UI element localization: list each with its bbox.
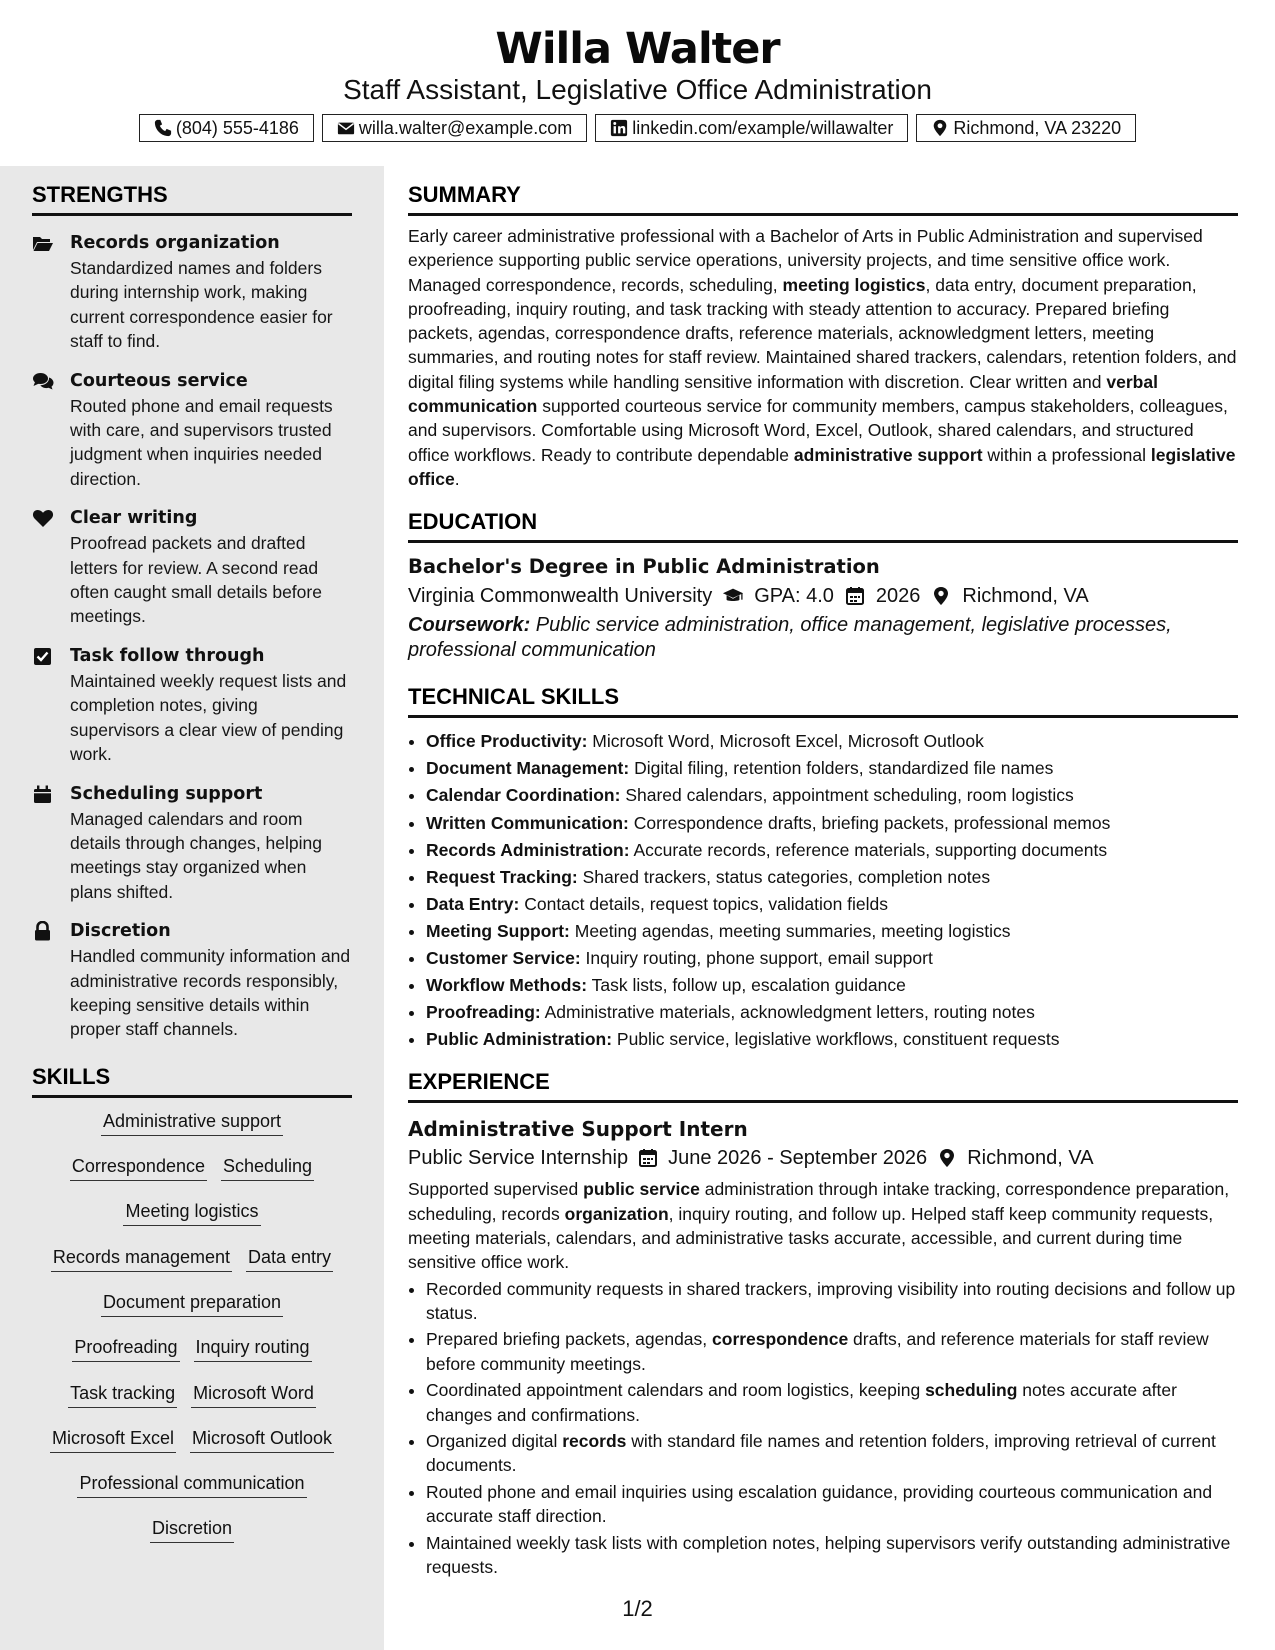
skill-category: Document Management: <box>426 758 630 779</box>
strength-item <box>32 643 352 767</box>
text-run: Maintained weekly task lists with completion notes, helping supervisors verify outstanding administrative requests. <box>426 1532 1231 1578</box>
text-run: , data entry, document preparation, proofreading, inquiry routing, and task tracking with steady attention to accuracy. Prepared briefing packets, agendas, correspondence drafts, reference materials, acknowledgment letters, meeting summaries, and routing notes for staff review. Maintained shared trackers, calendars, retention folders, and digital filing systems while handling sensitive information with discretion. Clear written and <box>408 274 1237 392</box>
calendar-icon <box>32 784 54 804</box>
emphasized-text: records <box>562 1431 627 1452</box>
text-run: notes accurate after changes and confirmations. <box>426 1380 1177 1425</box>
job-bullet <box>426 1429 1238 1478</box>
job-location: Richmond, VA <box>967 1147 1094 1170</box>
contact-bar <box>0 114 1275 142</box>
phone-icon <box>154 119 172 137</box>
contact-text: (804) 555-4186 <box>175 117 299 138</box>
degree-title: Bachelor's Degree in Public Administration <box>408 555 880 579</box>
strength-title: Task follow through <box>70 645 265 666</box>
job-bullet <box>426 1277 1238 1326</box>
skill-tag: Microsoft Excel <box>50 1427 176 1453</box>
strength-item <box>32 505 352 629</box>
coursework-list: Public service administration, office management, legislative processes, professional communication <box>408 614 1172 661</box>
summary-text <box>408 224 1238 491</box>
skill-row <box>32 1155 352 1200</box>
contact-item[interactable] <box>139 114 314 142</box>
job-dates: June 2026 - September 2026 <box>668 1147 928 1170</box>
calendar-icon <box>638 1148 658 1168</box>
skill-tag: Inquiry routing <box>194 1336 312 1362</box>
strength-title: Courteous service <box>70 370 248 391</box>
skill-tag: Discretion <box>150 1517 234 1543</box>
experience-heading: EXPERIENCE <box>408 1069 1238 1103</box>
text-run: Recorded community requests in shared trackers, improving visibility into routing decisions and follow up status. <box>426 1278 1236 1323</box>
text-run: Organized digital <box>426 1431 563 1452</box>
text-run: Early career administrative professional with a Bachelor of Arts in Public Administration and supervised experience supporting public service operations, university projects, and time sensitive office work. Managed correspondence, records, scheduling, <box>408 226 1203 295</box>
skill-category: Calendar Coordination: <box>426 785 621 806</box>
technical-skill-item <box>426 918 1238 945</box>
job-title: Administrative Support Intern <box>408 1117 748 1142</box>
skill-values: Meeting agendas, meeting summaries, meeting logistics <box>569 920 1011 941</box>
technical-skill-item <box>426 891 1238 918</box>
strength-description: Routed phone and email requests with care, and supervisors trusted judgment when inquiries needed direction. <box>70 395 333 489</box>
candidate-role: Staff Assistant, Legislative Office Administration <box>343 74 932 105</box>
skill-values: Public service, legislative workflows, constituent requests <box>612 1029 1060 1050</box>
strength-description: Standardized names and folders during internship work, making current correspondence easier for staff to find. <box>70 258 333 352</box>
technical-skill-item <box>426 972 1238 999</box>
education-heading: EDUCATION <box>408 509 1238 543</box>
skill-tag: Microsoft Outlook <box>190 1427 334 1453</box>
contact-text: willa.walter@example.com <box>358 117 573 138</box>
skill-category: Written Communication: <box>426 812 629 833</box>
contact-item[interactable] <box>916 114 1136 142</box>
strength-title: Discretion <box>70 921 171 942</box>
emphasized-text: organization <box>564 1203 669 1224</box>
skill-tag: Scheduling <box>221 1155 314 1181</box>
technical-skill-item <box>426 999 1238 1026</box>
text-run: supported courteous service for community members, campus stakeholders, colleagues, and supervisors. Comfortable using Microsoft Word, Excel, Outlook, shared calendars, and structured office workflows. Ready to contribute dependable <box>408 396 1228 465</box>
skill-row <box>32 1291 352 1336</box>
text-run: with standard file names and retention folders, improving retrieval of current documents. <box>426 1431 1216 1476</box>
job-bullet <box>426 1480 1238 1529</box>
skill-category: Customer Service: <box>426 948 581 969</box>
contact-item[interactable] <box>595 114 908 142</box>
strength-item <box>32 918 352 1042</box>
map-pin-icon <box>930 586 952 606</box>
skill-row <box>32 1336 352 1381</box>
check-square-icon <box>32 646 54 666</box>
text-run: drafts, and reference materials for staff review before community meetings. <box>426 1329 1209 1374</box>
strength-description: Proofread packets and drafted letters for review. A second read often caught small details before meetings. <box>70 533 322 627</box>
contact-item[interactable] <box>322 114 587 142</box>
envelope-icon <box>337 119 355 137</box>
technical-skill-item <box>426 810 1238 837</box>
folder-open-icon <box>32 233 54 253</box>
strength-title: Scheduling support <box>70 783 263 804</box>
education-details <box>408 581 1238 611</box>
job-bullet <box>426 1327 1238 1376</box>
graduation-cap-icon <box>722 586 744 606</box>
map-pin-icon <box>937 1148 957 1168</box>
employer: Public Service Internship <box>408 1147 629 1170</box>
strength-item <box>32 230 352 354</box>
skill-tag: Professional communication <box>77 1472 306 1498</box>
skill-values: Accurate records, reference materials, supporting documents <box>629 839 1108 860</box>
coursework <box>408 613 1238 662</box>
skill-tag: Microsoft Word <box>191 1382 316 1408</box>
school-name: Virginia Commonwealth University <box>408 585 713 608</box>
graduation-year: 2026 <box>875 585 921 608</box>
main-column <box>408 166 1238 1581</box>
skill-values: Shared calendars, appointment scheduling, room logistics <box>620 785 1074 806</box>
map-pin-icon <box>931 119 949 137</box>
strength-item <box>32 781 352 905</box>
skill-tag: Document preparation <box>101 1291 283 1317</box>
technical-skill-item <box>426 945 1238 972</box>
strengths-list <box>32 230 352 1042</box>
resume-header <box>0 0 1275 166</box>
technical-skills-list <box>408 728 1238 1053</box>
text-run: Coordinated appointment calendars and room logistics, keeping <box>426 1380 926 1401</box>
text-run: Supported supervised <box>408 1179 584 1200</box>
calendar-icon <box>844 586 866 606</box>
text-run: Routed phone and email inquiries using escalation guidance, providing courteous communication and accurate staff direction. <box>426 1481 1213 1527</box>
text-run: within a professional <box>982 444 1151 465</box>
skill-tag: Administrative support <box>101 1110 283 1136</box>
skill-category: Records Administration: <box>426 839 630 860</box>
school-location: Richmond, VA <box>962 585 1089 608</box>
skill-tag: Meeting logistics <box>123 1200 260 1226</box>
page-number: 1/2 <box>622 1596 653 1621</box>
sidebar <box>0 166 384 1650</box>
skill-row <box>32 1472 352 1517</box>
lock-icon <box>32 921 54 941</box>
job-bullet <box>426 1531 1238 1580</box>
technical-skill-item <box>426 755 1238 782</box>
technical-skill-item <box>426 1026 1238 1053</box>
skills-list <box>32 1110 352 1563</box>
skill-values: Microsoft Word, Microsoft Excel, Microsoft Outlook <box>587 731 984 752</box>
heart-icon <box>32 508 54 528</box>
contact-text: Richmond, VA 23220 <box>953 117 1122 138</box>
skill-category: Public Administration: <box>426 1029 613 1050</box>
emphasized-text: legislative office <box>408 444 1236 489</box>
text-run: , inquiry routing, and follow up. Helped staff keep community requests, meeting materials, calendars, and administrative tasks accurate, accessible, and current during time sensitive office work. <box>408 1203 1214 1273</box>
contact-text: linkedin.com/example/willawalter <box>632 117 894 138</box>
strengths-heading: STRENGTHS <box>32 182 352 216</box>
skill-row <box>32 1517 352 1562</box>
skill-row <box>32 1246 352 1291</box>
skill-values: Correspondence drafts, briefing packets, professional memos <box>628 812 1111 833</box>
skill-category: Request Tracking: <box>426 866 578 887</box>
skill-category: Data Entry: <box>426 893 520 914</box>
skill-category: Office Productivity: <box>426 731 588 752</box>
emphasized-text: meeting logistics <box>782 274 926 295</box>
coursework-label: Coursework: <box>408 614 531 637</box>
skill-category: Meeting Support: <box>426 920 570 941</box>
gpa: GPA: 4.0 <box>754 585 834 608</box>
strength-title: Records organization <box>70 233 280 253</box>
text-run: Prepared briefing packets, agendas, <box>426 1329 713 1350</box>
emphasized-text: scheduling <box>925 1380 1018 1401</box>
skill-values: Contact details, request topics, validation fields <box>519 893 889 914</box>
text-run: administration through intake tracking, correspondence preparation, scheduling, records <box>408 1179 1230 1224</box>
skill-values: Task lists, follow up, escalation guidance <box>587 975 906 996</box>
skill-tag: Records management <box>51 1246 232 1272</box>
skill-values: Digital filing, retention folders, standardized file names <box>629 758 1054 779</box>
skill-tag: Correspondence <box>70 1155 207 1181</box>
strength-item <box>32 368 352 492</box>
skill-values: Inquiry routing, phone support, email support <box>580 948 933 969</box>
skill-tag: Data entry <box>246 1246 333 1272</box>
skill-row <box>32 1427 352 1472</box>
strength-description: Managed calendars and room details through changes, helping meetings stay organized when plans shifted. <box>70 808 322 902</box>
technical-skill-item <box>426 728 1238 755</box>
emphasized-text: administrative support <box>793 444 983 465</box>
skills-heading: SKILLS <box>32 1064 352 1098</box>
comments-icon <box>32 371 54 391</box>
skill-values: Shared trackers, status categories, completion notes <box>577 866 991 887</box>
candidate-name: Willa Walter <box>495 24 780 74</box>
skill-category: Proofreading: <box>426 1002 541 1023</box>
emphasized-text: correspondence <box>712 1329 849 1350</box>
skill-row <box>32 1382 352 1427</box>
skill-tag: Proofreading <box>72 1336 179 1362</box>
text-run: . <box>454 468 460 489</box>
emphasized-text: verbal communication <box>408 371 1158 417</box>
skill-tag: Task tracking <box>68 1382 177 1408</box>
strength-title: Clear writing <box>70 508 198 529</box>
linkedin-icon <box>610 119 628 137</box>
skill-row <box>32 1200 352 1245</box>
skill-values: Administrative materials, acknowledgment letters, routing notes <box>540 1002 1035 1023</box>
strength-description: Handled community information and administrative records responsibly, keeping sensitive details within proper staff channels. <box>70 946 351 1040</box>
job-description <box>408 1177 1238 1274</box>
strength-description: Maintained weekly request lists and completion notes, giving supervisors a clear view of pending work. <box>70 670 347 765</box>
technical-skills-heading: TECHNICAL SKILLS <box>408 684 1238 718</box>
job-bullet <box>426 1378 1238 1427</box>
job-details <box>408 1143 1238 1173</box>
technical-skill-item <box>426 782 1238 809</box>
skill-row <box>32 1110 352 1155</box>
technical-skill-item <box>426 864 1238 891</box>
job-bullets <box>408 1277 1238 1580</box>
summary-heading: SUMMARY <box>408 182 1238 216</box>
technical-skill-item <box>426 837 1238 864</box>
skill-category: Workflow Methods: <box>426 975 588 996</box>
emphasized-text: public service <box>583 1179 700 1200</box>
